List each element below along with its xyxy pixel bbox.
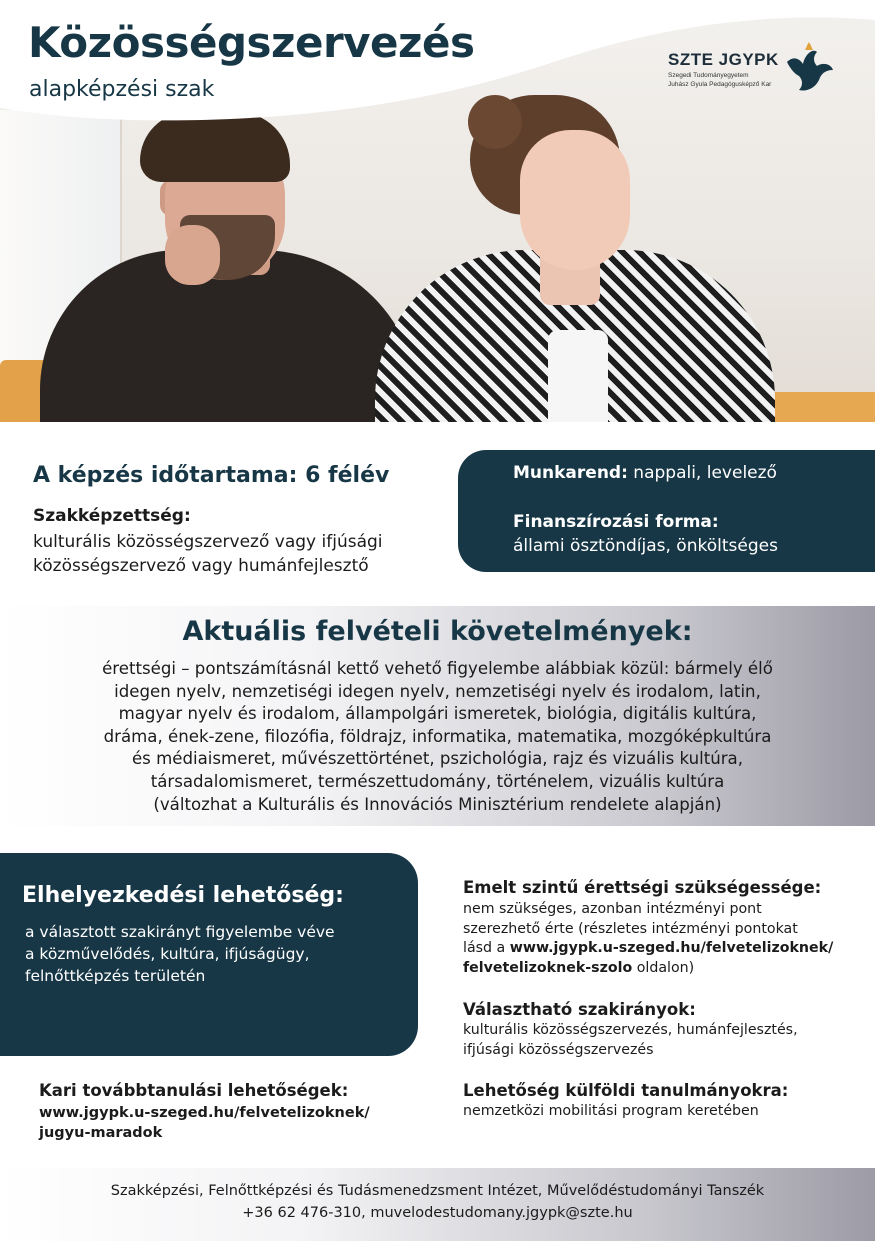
- qualification-label: Szakképzettség:: [33, 506, 191, 526]
- work-schedule-box: [458, 450, 875, 572]
- advanced-exam-prefix: lásd a: [463, 940, 510, 956]
- advanced-exam-line: szerezhető érte (részletes intézményi pontokat: [463, 920, 798, 937]
- specializations-text: [463, 1021, 858, 1060]
- footer-contact[interactable]: +36 62 476-310, muvelodestudomany.jgypk@szte.hu: [242, 1205, 633, 1221]
- work-schedule-label: Munkarend:: [513, 463, 628, 483]
- requirements-line: idegen nyelv, nemzetiségi idegen nyelv, nemzetiségi nyelv és irodalom, latin,: [114, 681, 761, 701]
- requirements-line: dráma, ének-zene, filozófia, földrajz, informatika, matematika, mozgóképkultúra: [103, 726, 772, 746]
- work-schedule-value: nappali, levelező: [627, 463, 777, 483]
- advanced-exam-link[interactable]: www.jgypk.u-szeged.hu/felvetelizoknek/: [509, 940, 834, 956]
- advanced-exam-title: Emelt szintű érettségi szükségessége:: [463, 878, 822, 897]
- woman-shirt: [548, 330, 608, 422]
- admission-requirements-band: [0, 606, 875, 826]
- placement-line: a választott szakirányt figyelembe véve: [25, 923, 335, 941]
- logo-university: Szegedi Tudományegyetem: [668, 72, 749, 79]
- specializations-line: ifjúsági közösségszervezés: [463, 1041, 654, 1058]
- work-schedule-row: [513, 463, 777, 483]
- footer: [0, 1168, 875, 1241]
- requirements-text: [40, 658, 835, 816]
- eagle-emblem-icon: [783, 40, 835, 95]
- advanced-exam-link-cont[interactable]: felvetelizoknek-szolo: [463, 959, 633, 976]
- man-hand: [165, 225, 220, 285]
- placement-text: [25, 921, 395, 987]
- requirements-line: társadalomismeret, természettudomány, történelem, vizuális kultúra: [150, 771, 725, 791]
- further-studies-link-line[interactable]: jugyu-maradok: [39, 1125, 163, 1141]
- footer-department: Szakképzési, Felnőttképzési és Tudásmenedzsment Intézet, Művelődéstudományi Tanszék: [110, 1183, 765, 1199]
- abroad-text: nemzetközi mobilitási program keretében: [463, 1103, 759, 1119]
- woman-face: [520, 130, 630, 270]
- placement-line: felnőttképzés területén: [25, 967, 206, 985]
- abroad-title: Lehetőség külföldi tanulmányokra:: [463, 1081, 789, 1100]
- financing-value: állami ösztöndíjas, önköltséges: [513, 536, 778, 556]
- placement-line: a közművelődés, kultúra, ifjúságügy,: [25, 945, 310, 963]
- requirements-line: magyar nyelv és irodalom, állampolgári ismeretek, biológia, digitális kultúra,: [118, 704, 757, 724]
- further-studies-title: Kari továbbtanulási lehetőségek:: [39, 1081, 349, 1100]
- szte-jgypk-logo: [668, 40, 838, 95]
- further-studies-link-line[interactable]: www.jgypk.u-szeged.hu/felvetelizoknek/: [39, 1105, 370, 1121]
- page-title: Közösségszervezés: [28, 18, 475, 67]
- further-studies-link[interactable]: [39, 1103, 419, 1143]
- requirements-line: érettségi – pontszámításnál kettő vehető figyelembe alábbiak közül: bármely élő: [102, 659, 773, 678]
- requirements-title: Aktuális felvételi követelmények:: [182, 616, 693, 647]
- requirements-line: és médiaismeret, művészettörténet, pszichológia, rajz és vizuális kultúra,: [131, 749, 744, 769]
- advanced-exam-line: [463, 959, 858, 979]
- specializations-title: Választható szakirányok:: [463, 1000, 696, 1019]
- advanced-exam-line: [463, 939, 858, 959]
- specializations-line: kulturális közösségszervezés, humánfejlesztés,: [463, 1022, 798, 1038]
- qualification-text: kulturális közösségszervező vagy ifjúsági közösségszervező vagy humánfejlesztő: [33, 532, 383, 576]
- duration-heading: A képzés időtartama: 6 félév: [33, 463, 390, 488]
- placement-title: Elhelyezkedési lehetőség:: [22, 883, 344, 908]
- logo-faculty: Juhász Gyula Pedagógusképző Kar: [668, 81, 772, 88]
- financing-label: Finanszírozási forma:: [513, 512, 719, 532]
- advanced-exam-line: nem szükséges, azonban intézményi pont: [463, 901, 762, 917]
- advanced-exam-text: [463, 900, 858, 978]
- advanced-exam-suffix: oldalon): [632, 959, 695, 976]
- placement-box: [0, 853, 418, 1056]
- page-subtitle: alapképzési szak: [29, 77, 215, 102]
- requirements-line: (változhat a Kulturális és Innovációs Minisztérium rendelete alapján): [153, 794, 722, 814]
- logo-name: SZTE JGYPK: [668, 50, 779, 69]
